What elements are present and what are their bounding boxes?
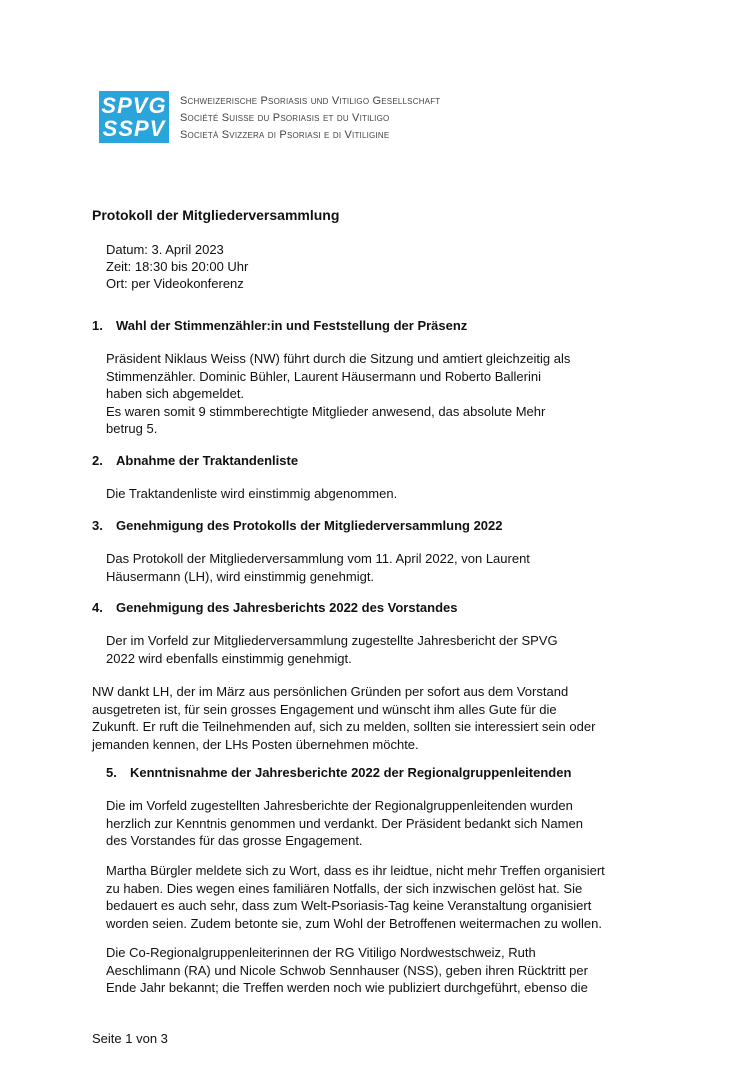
meeting-time: Zeit: 18:30 bis 20:00 Uhr [106,259,249,274]
section-heading-1 [92,318,467,333]
section-number: 5. [106,765,117,780]
section-4-paragraph [106,632,558,667]
text-line: Der im Vorfeld zur Mitgliederversammlung zugestellte Jahresbericht der SPVG [106,633,558,648]
spvg-logo [99,91,169,143]
logo-line-1: SPVG [101,93,167,118]
section-2-paragraph [106,485,397,503]
org-name-de: Schweizerische Psoriasis und Vitiligo Gesellschaft [180,95,441,107]
section-heading-5 [106,765,571,780]
org-name-fr: Société Suisse du Psoriasis et du Vitiligo [180,112,390,124]
section-heading-4 [92,600,458,615]
section-number: 2. [92,453,103,468]
text-line: des Vorstandes für das grosse Engagement. [106,833,363,848]
meeting-details [106,241,248,292]
section-1-paragraph [106,350,570,438]
section-5-paragraph-1 [106,797,583,850]
text-line: Es waren somit 9 stimmberechtigte Mitglieder anwesend, das absolute Mehr [106,403,546,419]
section-title: Abnahme der Traktandenliste [116,453,299,468]
section-5-paragraph-3 [106,944,588,997]
section-title: Genehmigung des Protokolls der Mitgliederversammlung 2022 [116,518,503,533]
section-title: Wahl der Stimmenzähler:in und Feststellung der Präsenz [116,318,468,333]
section-heading-3 [92,518,503,533]
section-title: Genehmigung des Jahresberichts 2022 des Vorstandes [116,600,458,615]
text-line: Präsident Niklaus Weiss (NW) führt durch die Sitzung und amtiert gleichzeitig als [106,351,571,366]
section-title: Kenntnisnahme der Jahresberichte 2022 der Regionalgruppenleitenden [130,765,572,780]
text-line: Die Co-Regionalgruppenleiterinnen der RG Vitiligo Nordwestschweiz, Ruth [106,945,536,960]
text-line: betrug 5. [106,421,158,436]
text-line: NW dankt LH, der im März aus persönlichen Gründen per sofort aus dem Vorstand [92,684,569,699]
section-number: 3. [92,518,103,533]
text-line: Stimmenzähler. Dominic Bühler, Laurent Häusermann und Roberto Ballerini [106,368,541,384]
document-title: Protokoll der Mitgliederversammlung [92,207,340,223]
text-line: worden seien. Zudem betonte sie, zum Wohl der Betroffenen weitermachen zu wollen. [106,915,602,931]
section-3-paragraph [106,550,530,585]
text-line: Die Traktandenliste wird einstimmig abgenommen. [106,486,398,501]
text-line: Ende Jahr bekannt; die Treffen werden noch wie publiziert durchgeführt, ebenso die [106,980,588,995]
text-line: Häusermann (LH), wird einstimmig genehmigt. [106,568,375,584]
text-line: 2022 wird ebenfalls einstimmig genehmigt. [106,650,352,666]
text-line: Aeschlimann (RA) und Nicole Schwob Sennhauser (NSS), geben ihren Rücktritt per [106,962,588,978]
text-line: Martha Bürgler meldete sich zu Wort, dass es ihr leidtue, nicht mehr Treffen organisiert [106,863,605,878]
text-line: ausgetreten ist, für sein grosses Engagement und wünscht ihm alles Gute für die [92,701,557,717]
meeting-location: Ort: per Videokonferenz [106,276,244,291]
text-line: jemanden kennen, der LHs Posten übernehmen möchte. [92,736,419,752]
page-number-footer: Seite 1 von 3 [92,1031,168,1046]
text-line: bedauert es auch sehr, dass zum Welt-Psoriasis-Tag keine Veranstaltung organisiert [106,898,592,913]
text-line: Die im Vorfeld zugestellten Jahresberichte der Regionalgruppenleitenden wurden [106,798,573,813]
text-line: herzlich zur Kenntnis genommen und verdankt. Der Präsident bedankt sich Namen [106,815,583,831]
text-line: haben sich abgemeldet. [106,386,245,401]
section-number: 4. [92,600,103,615]
organization-names [180,93,440,144]
section-heading-2 [92,453,298,468]
section-number: 1. [92,318,103,333]
logo-line-2: SSPV [102,116,166,141]
text-line: Das Protokoll der Mitgliederversammlung vom 11. April 2022, von Laurent [106,551,530,566]
text-line: Zukunft. Er ruft die Teilnehmenden auf, sich zu melden, sollten sie interessiert sein oder [92,719,596,734]
section-5-paragraph-2 [106,862,605,932]
org-name-it: Società Svizzera di Psoriasi e di Vitiligine [180,129,390,141]
board-note-paragraph [92,683,595,753]
text-line: zu haben. Dies wegen eines familiären Notfalls, der sich inzwischen gelöst hat. Sie [106,880,583,896]
meeting-date: Datum: 3. April 2023 [106,242,224,257]
